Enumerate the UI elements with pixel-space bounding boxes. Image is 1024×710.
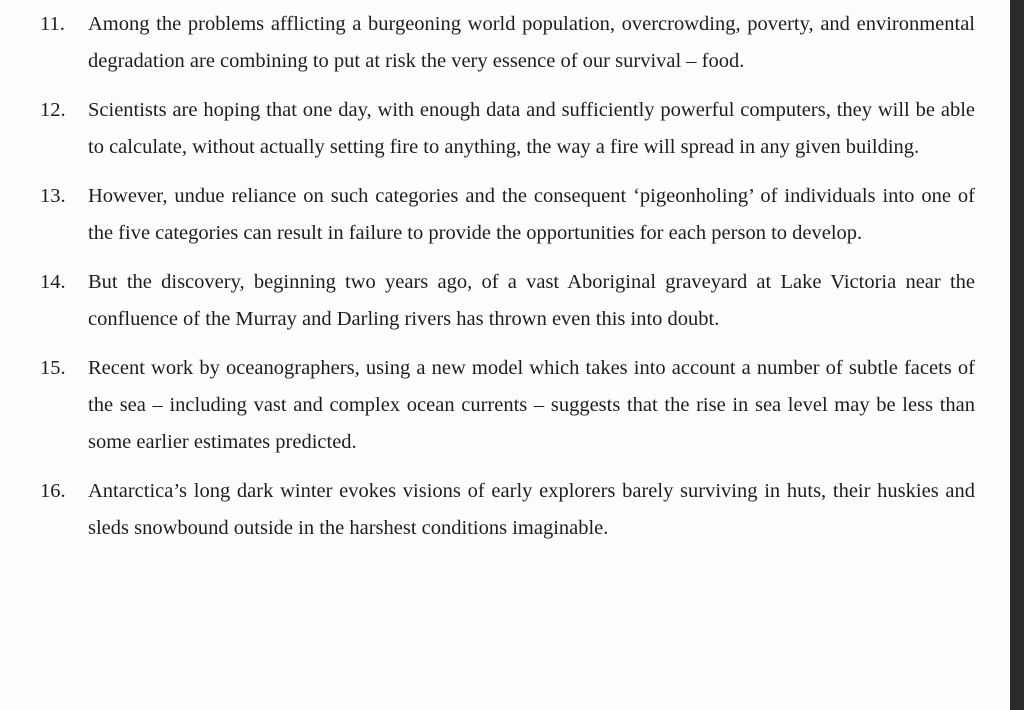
item-text: Recent work by oceanographers, using a new model which takes into account a number of subtle facets of the sea – including vast and complex ocean currents – suggests that the rise in sea level may be less than some earlier estimates predicted. (88, 357, 975, 453)
item-number: 16. (40, 480, 66, 502)
item-text: Among the problems afflicting a burgeoning world population, overcrowding, poverty, and environmental degradation are combining to put at risk the very essence of our survival – food. (88, 13, 975, 72)
item-text: Antarctica’s long dark winter evokes visions of early explorers barely surviving in huts, their huskies and sleds snowbound outside in the harshest conditions imaginable. (88, 480, 975, 539)
numbered-sentence-list (40, 6, 975, 559)
list-item (40, 350, 975, 461)
list-item (40, 92, 975, 166)
item-text: But the discovery, beginning two years ago, of a vast Aboriginal graveyard at Lake Victoria near the confluence of the Murray and Darling rivers has thrown even this into doubt. (88, 271, 975, 330)
list-item (40, 264, 975, 338)
item-number: 11. (40, 13, 65, 35)
list-item (40, 6, 975, 80)
list-item (40, 178, 975, 252)
item-number: 14. (40, 271, 66, 293)
list-item (40, 473, 975, 547)
item-text: However, undue reliance on such categories and the consequent ‘pigeonholing’ of individuals into one of the five categories can result in failure to provide the opportunities for each person to develop. (88, 185, 975, 244)
item-text: Scientists are hoping that one day, with enough data and sufficiently powerful computers, they will be able to calculate, without actually setting fire to anything, the way a fire will spread in any given building. (88, 99, 975, 158)
scan-edge-border (1010, 0, 1024, 710)
item-number: 15. (40, 357, 66, 379)
item-number: 12. (40, 99, 66, 121)
item-number: 13. (40, 185, 66, 207)
